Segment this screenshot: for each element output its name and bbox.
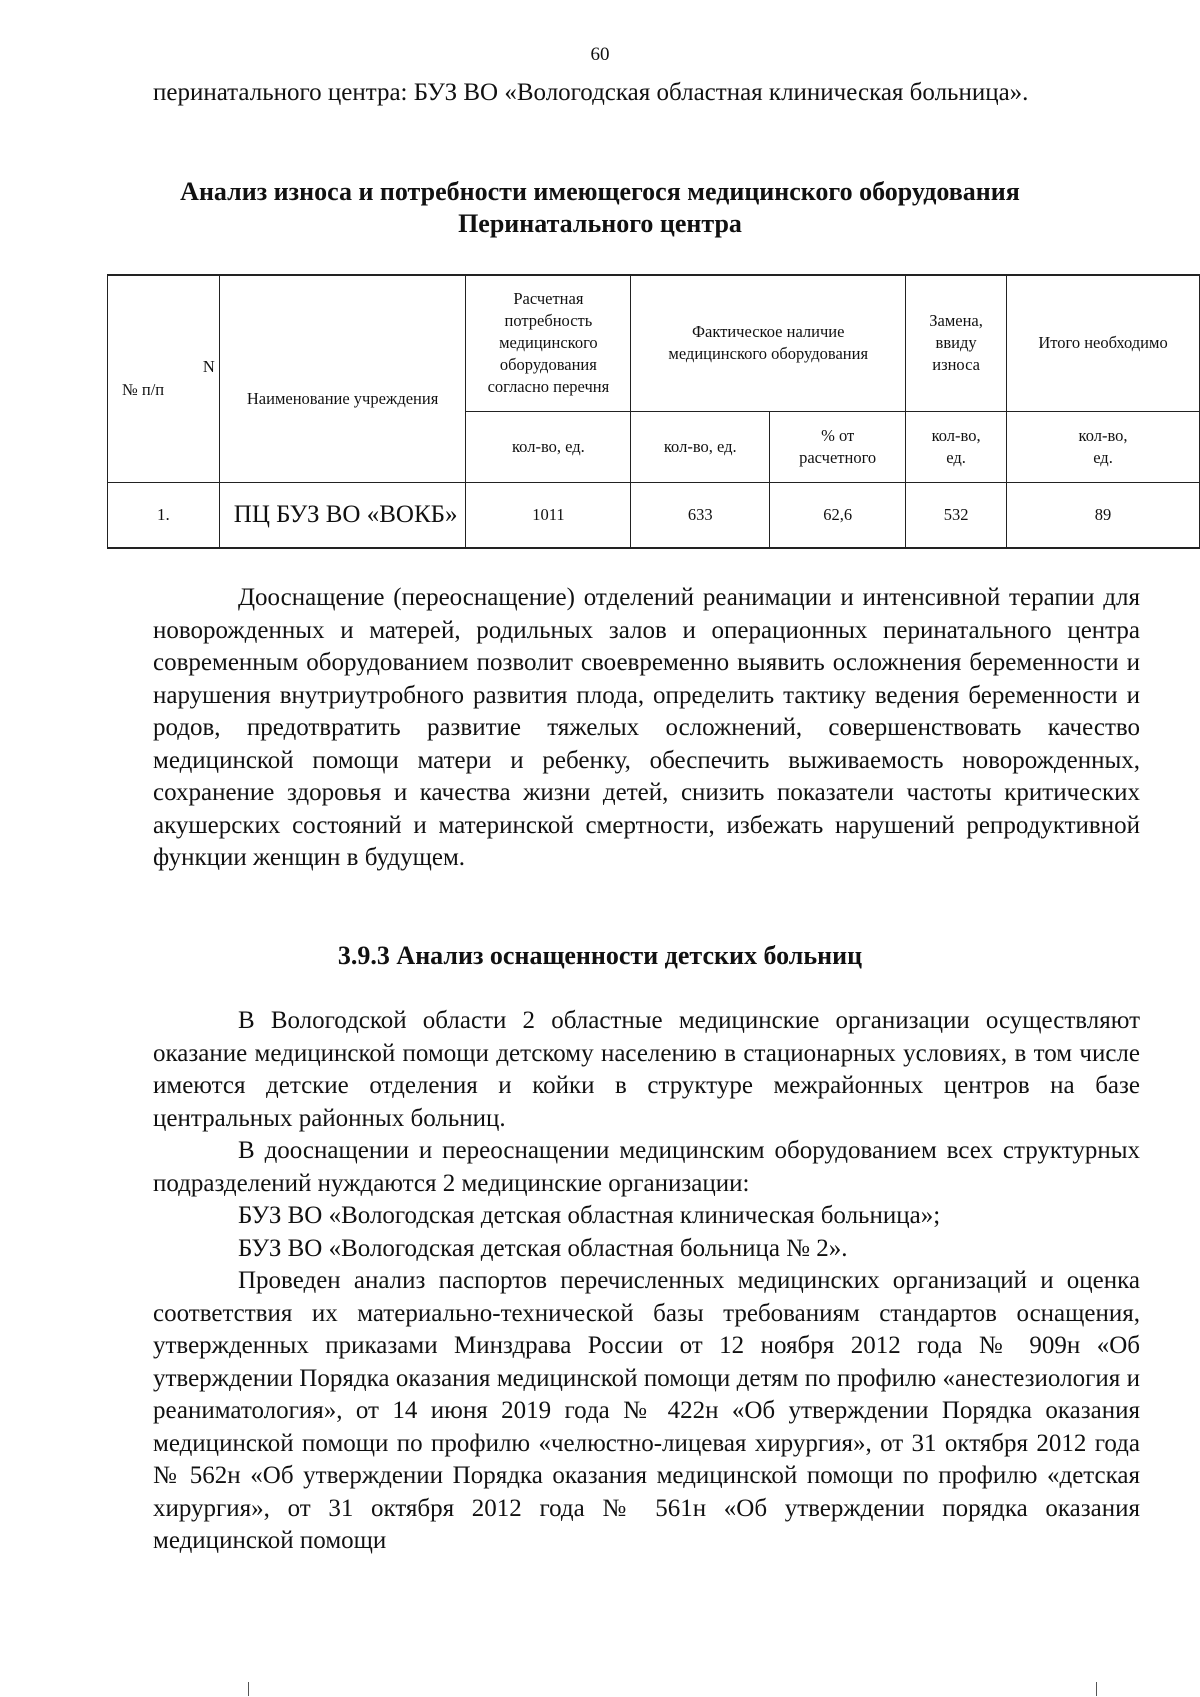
subheader-actual-qty: кол-во, ед. [631, 411, 770, 482]
scan-edge-marks [0, 1682, 1200, 1697]
intro-text [153, 77, 1140, 110]
equipment-table [107, 274, 1200, 549]
section-heading: 3.9.3 Анализ оснащенности детских больниц [337, 941, 863, 970]
paragraph-1: Дооснащение (переоснащение) отделений реанимации и интенсивной терапии для новорожденных и матерей, родильных залов и операционных перинатального центра современным оборудованием позволит своевременно выявить осложнения беременности и нарушения внутриутробного развития плода, определить тактику ведения беременности и родов, предотвратить развитие тяжелых осложнений, совершенствовать качество медицинской помощи матери и ребенку, обеспечить выживаемость новорожденных, сохранение здоровья и качества жизни детей, снизить показатели частоты критических акушерских состояний и материнской смертности, избежать нарушений репродуктивной функции женщин в будущем. [153, 584, 1140, 871]
paragraph-4: Проведен анализ паспортов перечисленных медицинских организаций и оценка соответствия их материально-технической базы требованиям стандартов оснащения, утвержденных приказами Минздрава России от 12 ноября 2012 года № 909н «Об утверждении Порядка оказания медицинской помощи детям по профилю «анестезиология и реаниматология», от 14 июня 2019 года № 422н «Об утверждении Порядка оказания медицинской помощи по профилю «челюстно-лицевая хирургия», от 31 октября 2012 года № 562н «Об утверждении Порядка оказания медицинской помощи по профилю «детская хирургия», от 31 октября 2012 года № 561н «Об утверждении порядка оказания медицинской помощи [153, 1267, 1140, 1554]
list-item: БУЗ ВО «Вологодская детская областная больница № 2». [238, 1234, 848, 1262]
header-row-number-label: № п/п [122, 380, 165, 399]
header-row-number [108, 275, 220, 482]
paragraph-block-1 [153, 582, 1140, 875]
table-title [100, 176, 1100, 240]
paragraph-block-2 [153, 1005, 1140, 1558]
row-pct: 62,6 [770, 482, 906, 548]
header-institution: Наименование учреждения [219, 275, 466, 482]
header-calculated-need: Расчетная потребность медицинского оборудования согласно перечня [466, 275, 631, 411]
list-item: БУЗ ВО «Вологодская детская областная клиническая больница»; [238, 1202, 941, 1229]
header-corner-mark: N [202, 357, 215, 376]
header-replacement: Замена, ввиду износа [906, 275, 1007, 411]
header-total-needed: Итого необходимо [1007, 275, 1200, 411]
header-actual-availability: Фактическое наличие медицинского оборудования [631, 275, 906, 411]
row-replace: 532 [906, 482, 1007, 548]
scan-mark [1096, 1682, 1097, 1696]
row-need: 1011 [466, 482, 631, 548]
row-institution: ПЦ БУЗ ВО «ВОКБ» [219, 482, 466, 548]
scan-mark [248, 1682, 249, 1696]
table-row [108, 482, 1200, 548]
intro-paragraph: перинатального центра: БУЗ ВО «Вологодская областная клиническая больница». [153, 79, 1029, 106]
row-total: 89 [1007, 482, 1200, 548]
table-title-line-2: Перинатального центра [458, 209, 742, 238]
table-title-line-1: Анализ износа и потребности имеющегося медицинского оборудования [180, 177, 1020, 206]
subheader-total-qty: кол-во, ед. [1007, 411, 1200, 482]
row-number: 1. [108, 482, 220, 548]
row-actual: 633 [631, 482, 770, 548]
page-number: 60 [590, 44, 610, 65]
subheader-need-qty: кол-во, ед. [466, 411, 631, 482]
paragraph-3: В дооснащении и переоснащении медицинским оборудованием всех структурных подразделений нуждаются 2 медицинские организации: [153, 1137, 1140, 1197]
subheader-actual-pct: % от расчетного [770, 411, 906, 482]
table-header-row [108, 275, 1200, 411]
subheader-replace-qty: кол-во, ед. [906, 411, 1007, 482]
paragraph-2: В Вологодской области 2 областные медицинские организации осуществляют оказание медицинской помощи детскому населению в стационарных условиях, в том числе имеются детские отделения и койки в структуре межрайонных центров на базе центральных районных больниц. [153, 1007, 1140, 1132]
